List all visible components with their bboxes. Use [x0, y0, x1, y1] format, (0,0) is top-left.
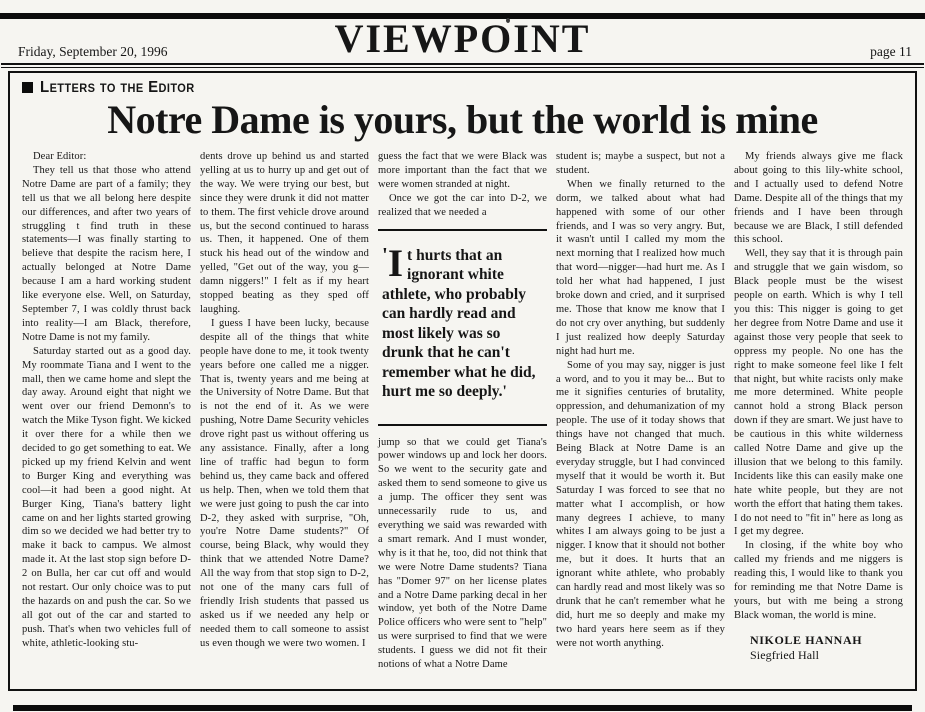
article-paragraph: jump so that we could get Tiana's power windows up and lock her doors. So we went to the security gate and asked them to send someone to give us a jump. The officer they sent was unnecessarily rude to us, and everything we said was rewarded with a smart remark. And I must wonder, why is it that he, too, did not think that we were Notre Dame students? Tiana has "Domer 97" on her license plates and a Notre Dame parking decal in her window, yet both of the Notre Dame Police officers who were sent to "help" us were surprised to find that we were students. I guess we did not fit their notions of what a Notre Dame	[378, 436, 547, 671]
article-paragraph: Well, they say that it is through pain and struggle that we gain wisdom, so Black people must be the wisest people on earth. Which is why I tell you this: This nigger is going to get her degree from Notre Dame and use it against those very people that seek to oppress my people. No one has the right to make someone feel like I felt that night, but white racists only make me more determined. White people cannot hold a strong Black person down if they are smart. We just have to be cautious in this white wilderness called Notre Dame and give up the illusion that we belong to this family. Incidents like this can easily make one hate white people, but they are not worth the effort that hating them takes. I do not need to "fit in" here as long as I get my degree.	[734, 248, 903, 538]
article-paragraph: Once we got the car into D-2, we realized that we needed a	[378, 192, 547, 218]
article-paragraph: They tell us that those who attend Notre Dame are part of a family; they tell us that we all belong here despite our differences, and after two years of struggling t find truth in these statements—I was finally starting to believe that despite the racism here, I actually belonged at Notre Dame because I am a hard working student like everyone else. Well, on Saturday, September 7, I was coldly thrust back into reality—I am Black, therefore, Notre Dame is not my family.	[22, 164, 191, 343]
page-number: page 11	[870, 44, 912, 59]
article-paragraph: guess the fact that we were Black was more important than the fact that we were women stranded at night.	[378, 151, 547, 190]
article-paragraph: I guess I have been lucky, because despite all of the things that white people have done to me, it took twenty years before one called me a nigger. That is, twenty years and me being at the University of Notre Dame. But that is not the end of it. As we were pushing, Notre Dame Security vehicles drove right past us without offering us any assistance. Finally, after a long line of traffic had begun to form behind us, they came back and offered us help. Then, when we told them that we were just going to push the car into D-2, they asked with surprise, "Oh, you're Notre Dame students?" Of course, being Black, why would they think that we attended Notre Dame? All the way from that stop sign to D-2, not one of the many cars full of friendly Irish students that passed us asked us if we needed any help or needed them to call someone to assist us even though we were two women. I	[200, 317, 369, 649]
article-paragraph: Dear Editor:	[33, 151, 87, 162]
bottom-rule	[13, 705, 912, 711]
signature-hall: Siegfried Hall	[750, 647, 820, 662]
page-header	[0, 16, 925, 63]
article-column-5	[734, 150, 903, 688]
square-bullet-icon	[22, 82, 33, 93]
article-paragraph: My friends always give me flack about going to this lily-white school, and I actually used to defend Notre Dame. Despite all of the things that my friends and I have been through because we are Black, I still defended this school.	[734, 151, 903, 246]
article-column-1	[22, 150, 191, 688]
article-paragraph: Some of you may say, nigger is just a word, and to you it may be... But to me it signifies centuries of brutality, oppression, and dehumanization of my people. The use of it today shows that things have not changed that much. Being Black at Notre Dame is an everyday struggle, but I had convinced myself that it would be worth it. But Saturday I was forced to see that no matter what I accomplish, or how many degrees I achieve, to many whites I am always going to be just a nigger. I know that it should not bother me, but it does. It hurts that an ignorant white athlete, who probably can hardly read and most likely was so drunk that he can't remember what he did, hurt me so deeply and make my two hard years here seem as if they were not worth anything.	[556, 359, 725, 649]
article-paragraph: In closing, if the white boy who called my friends and me niggers is reading this, I would like to thank you for reminding me that Notre Dame is yours, but with me being a strong Black woman, the world is mine.	[734, 540, 903, 621]
pull-quote-dropcap	[382, 241, 407, 285]
article-column-2	[200, 150, 369, 688]
article-paragraph: student is; maybe a suspect, but not a student.	[556, 151, 725, 176]
pull-quote-initial: I	[387, 241, 404, 285]
pull-quote-open-mark: '	[382, 242, 388, 267]
dateline-date: Friday, September 20, 1996	[18, 44, 168, 59]
pull-quote-text: t hurts that an ignorant white athlete, who probably can hardly read and most likely was so drunk that he can't remember what he did, hurt me so deeply.'	[382, 246, 536, 401]
article-column-4	[556, 150, 725, 688]
section-label: Letters to the Editor	[40, 78, 195, 96]
article-paragraph: When we finally returned to the dorm, we talked about what had happened with some of our other friends, and I was so very angry. But, it wasn't until I called my mom the next morning that I realized how much that word—nigger—had hurt me. As I told her what had happened, I just broke down and cried, and it surprised me. Those that know me know that I do not cry over anything, but suddenly I just realized how deeply Saturday night had hurt me.	[556, 178, 725, 357]
letter-signature	[734, 634, 903, 663]
article-paragraph: Saturday started out as a good day. My roommate Tiana and I went to the mall, then we came home and slept the day away. Around eight that night we went over our friend Demonn's to watch the Mike Tyson fight. We kicked it over there for a while then we decided to go get something to eat. We picked up my friend Kelvin and went to Burger King and everything was cool—it had been a good night. At Burger King, Tiana's battery light came on and her lights started growing dim so we decided we had better try to make it back to campus. We almost made it. At the last stop sign before D-2 on Bulla, her car cut off and would not restart. Our only choice was to put the hazards on and push the car. So we all got out of the car and started to push. That's when two vehicles full of white, athletic-looking stu-	[22, 345, 191, 649]
article-headline: Notre Dame is yours, but the world is mine	[107, 97, 818, 142]
article-column-3	[378, 150, 547, 688]
header-divider	[1, 63, 924, 68]
letter-box	[8, 71, 917, 691]
pull-quote	[378, 229, 547, 426]
article-paragraph: dents drove up behind us and started yelling at us to hurry up and get out of the way. We were trying our best, but since they were drunk it did not matter to them. The first vehicle drove around us, but the second continued to harass us. Then, it happened. One of them stuck his head out of the window and yelled, "Get out of the way, you g—damn niggers!" I felt as if my heart stopped beating as they sped off laughing.	[200, 151, 369, 315]
page-title: VIEWPOINT	[334, 16, 591, 61]
section-banner	[22, 78, 903, 96]
signature-name: NIKOLE HANNAH	[750, 632, 863, 647]
article-body	[22, 150, 903, 688]
